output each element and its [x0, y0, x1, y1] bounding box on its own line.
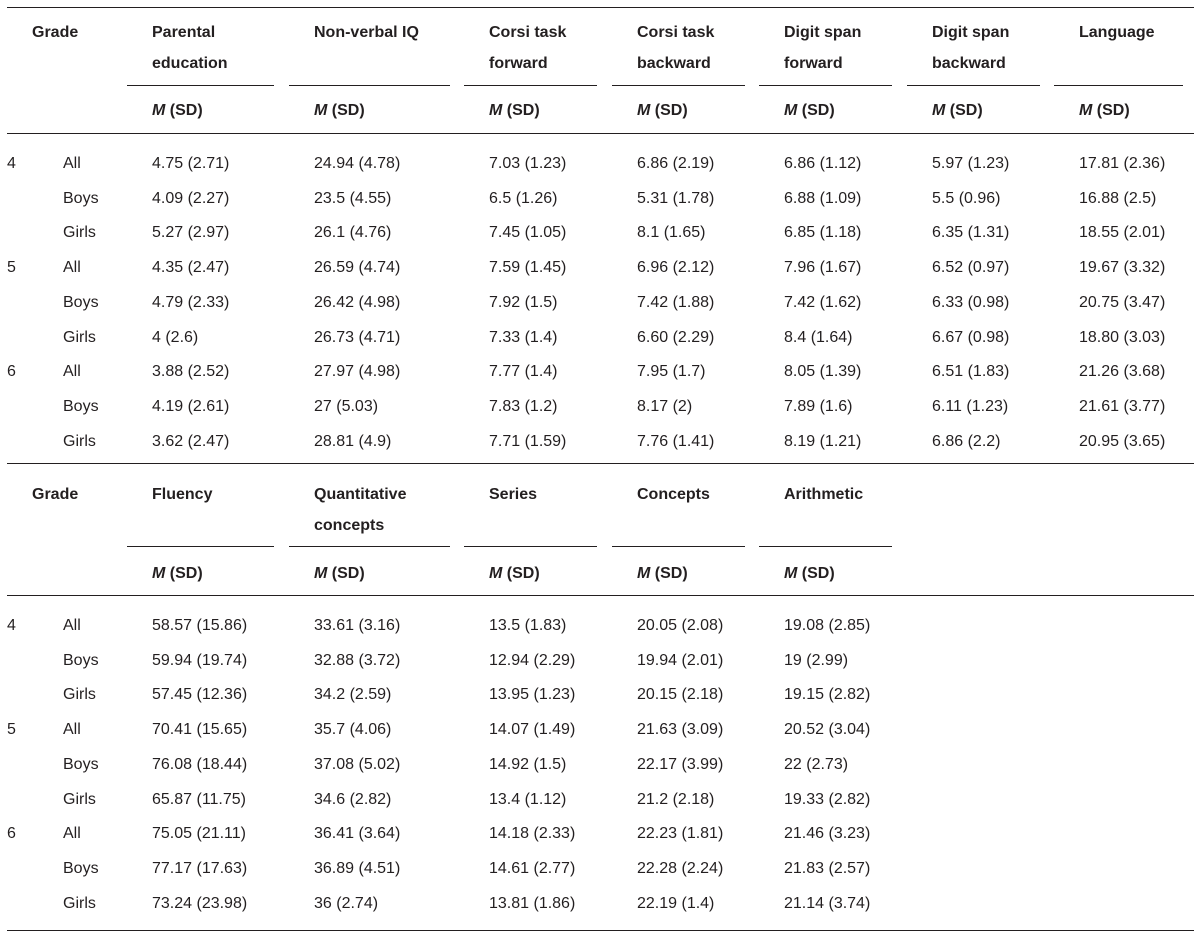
table-row	[0, 651, 1200, 686]
column-header-parental-education: Parental education	[152, 24, 228, 72]
value-cell: 14.61 (2.77)	[489, 859, 576, 877]
value-cell: 6.11 (1.23)	[932, 397, 1009, 415]
value-cell: 18.80 (3.03)	[1079, 328, 1166, 346]
header-underline	[759, 85, 892, 86]
value-cell: 20.15 (2.18)	[637, 686, 724, 704]
value-cell: 5.97 (1.23)	[932, 155, 1010, 172]
value-cell: 34.6 (2.82)	[314, 790, 392, 808]
value-cell: 7.42 (1.88)	[637, 293, 715, 311]
stat-label: M (SD)	[152, 102, 203, 119]
group-cell: All	[63, 363, 81, 381]
header-underline	[612, 546, 745, 547]
value-cell: 19.08 (2.85)	[784, 617, 871, 634]
value-cell: 18.55 (2.01)	[1079, 224, 1166, 242]
group-cell: All	[63, 259, 81, 277]
value-cell: 19.15 (2.82)	[784, 686, 871, 704]
value-cell: 8.1 (1.65)	[637, 224, 706, 242]
value-cell: 6.60 (2.29)	[637, 328, 715, 346]
value-cell: 22.23 (1.81)	[637, 825, 724, 843]
value-cell: 13.4 (1.12)	[489, 790, 567, 808]
value-cell: 8.19 (1.21)	[784, 432, 862, 450]
table-1-bottom-rule	[7, 463, 1194, 464]
group-cell: Girls	[63, 686, 96, 704]
stat-label: M (SD)	[489, 565, 540, 582]
table-row	[0, 258, 1200, 293]
table-row	[0, 397, 1200, 432]
group-cell: Girls	[63, 894, 96, 912]
table-1-top-rule	[7, 7, 1194, 8]
value-cell: 59.94 (19.74)	[152, 651, 248, 669]
value-cell: 6.96 (2.12)	[637, 259, 715, 277]
value-cell: 13.81 (1.86)	[489, 894, 576, 912]
group-cell: Girls	[63, 790, 96, 808]
value-cell: 5.5 (0.96)	[932, 189, 1001, 207]
table-row	[0, 154, 1200, 189]
value-cell: 7.42 (1.62)	[784, 293, 862, 311]
value-cell: 36 (2.74)	[314, 894, 379, 912]
value-cell: 5.27 (2.97)	[152, 224, 230, 242]
value-cell: 21.61 (3.77)	[1079, 397, 1166, 415]
value-cell: 19 (2.99)	[784, 651, 849, 669]
value-cell: 35.7 (4.06)	[314, 721, 392, 739]
value-cell: 6.35 (1.31)	[932, 224, 1010, 242]
value-cell: 73.24 (23.98)	[152, 894, 248, 912]
table-2-bottom-rule	[7, 930, 1194, 931]
column-header-series: Series	[489, 486, 538, 503]
grade-cell: 6	[7, 363, 16, 381]
value-cell: 76.08 (18.44)	[152, 755, 248, 773]
value-cell: 26.59 (4.74)	[314, 259, 401, 277]
value-cell: 6.51 (1.83)	[932, 363, 1010, 381]
value-cell: 6.33 (0.98)	[932, 293, 1010, 311]
value-cell: 21.2 (2.18)	[637, 790, 715, 808]
value-cell: 21.26 (3.68)	[1079, 363, 1166, 381]
column-header-arithmetic: Arithmetic	[784, 486, 864, 503]
table-row	[0, 685, 1200, 720]
group-cell: All	[63, 155, 81, 172]
value-cell: 20.52 (3.04)	[784, 721, 871, 739]
value-cell: 19.67 (3.32)	[1079, 259, 1166, 277]
group-cell: Boys	[63, 397, 99, 415]
value-cell: 23.5 (4.55)	[314, 189, 392, 207]
value-cell: 24.94 (4.78)	[314, 155, 401, 172]
column-header-language: Language	[1079, 24, 1155, 41]
header-underline	[1054, 85, 1183, 86]
table-row	[0, 432, 1200, 467]
header-underline	[127, 85, 274, 86]
group-cell: All	[63, 825, 81, 843]
value-cell: 20.75 (3.47)	[1079, 293, 1166, 311]
value-cell: 8.17 (2)	[637, 397, 693, 415]
group-cell: Boys	[63, 651, 99, 669]
table-row	[0, 293, 1200, 328]
value-cell: 28.81 (4.9)	[314, 432, 392, 450]
stat-label: M (SD)	[637, 102, 688, 119]
stat-label: M (SD)	[932, 102, 983, 119]
value-cell: 7.92 (1.5)	[489, 293, 558, 311]
value-cell: 8.05 (1.39)	[784, 363, 862, 381]
value-cell: 7.33 (1.4)	[489, 328, 558, 346]
group-cell: Boys	[63, 293, 99, 311]
value-cell: 34.2 (2.59)	[314, 686, 392, 704]
column-header-non-verbal-iq: Non-verbal IQ	[314, 24, 419, 41]
group-cell: Boys	[63, 859, 99, 877]
value-cell: 7.45 (1.05)	[489, 224, 567, 242]
value-cell: 57.45 (12.36)	[152, 686, 248, 704]
grade-cell: 4	[7, 617, 16, 634]
value-cell: 33.61 (3.16)	[314, 617, 401, 634]
group-cell: Girls	[63, 432, 96, 450]
value-cell: 6.85 (1.18)	[784, 224, 862, 242]
value-cell: 4 (2.6)	[152, 328, 199, 346]
value-cell: 7.95 (1.7)	[637, 363, 706, 381]
table-row	[0, 720, 1200, 755]
table-row	[0, 223, 1200, 258]
group-cell: Girls	[63, 224, 96, 242]
column-header-corsi-forward: Corsi task forward	[489, 24, 567, 72]
table-row	[0, 824, 1200, 859]
table-2-grade-header: Grade	[32, 486, 79, 503]
column-header-quantitative-concepts: Quantitative concepts	[314, 486, 407, 534]
header-underline	[464, 85, 597, 86]
value-cell: 7.77 (1.4)	[489, 363, 558, 381]
value-cell: 36.89 (4.51)	[314, 859, 401, 877]
value-cell: 7.83 (1.2)	[489, 397, 558, 415]
group-cell: Boys	[63, 755, 99, 773]
value-cell: 7.03 (1.23)	[489, 155, 567, 172]
value-cell: 37.08 (5.02)	[314, 755, 401, 773]
grade-cell: 5	[7, 259, 16, 277]
value-cell: 14.07 (1.49)	[489, 721, 576, 739]
value-cell: 70.41 (15.65)	[152, 721, 248, 739]
table-row	[0, 894, 1200, 929]
group-cell: All	[63, 721, 81, 739]
column-header-digit-span-backward: Digit span backward	[932, 24, 1010, 72]
value-cell: 14.92 (1.5)	[489, 755, 567, 773]
value-cell: 6.88 (1.09)	[784, 189, 862, 207]
value-cell: 26.73 (4.71)	[314, 328, 401, 346]
value-cell: 26.1 (4.76)	[314, 224, 392, 242]
stat-label: M (SD)	[152, 565, 203, 582]
value-cell: 27 (5.03)	[314, 397, 379, 415]
value-cell: 26.42 (4.98)	[314, 293, 401, 311]
stat-label: M (SD)	[489, 102, 540, 119]
value-cell: 65.87 (11.75)	[152, 790, 246, 808]
column-header-digit-span-forward: Digit span forward	[784, 24, 862, 72]
value-cell: 13.95 (1.23)	[489, 686, 576, 704]
value-cell: 5.31 (1.78)	[637, 189, 715, 207]
table-1-header-rule	[7, 133, 1194, 134]
value-cell: 21.14 (3.74)	[784, 894, 871, 912]
value-cell: 20.05 (2.08)	[637, 617, 724, 634]
column-header-concepts: Concepts	[637, 486, 710, 503]
table-row	[0, 859, 1200, 894]
value-cell: 21.83 (2.57)	[784, 859, 871, 877]
value-cell: 4.35 (2.47)	[152, 259, 230, 277]
value-cell: 7.71 (1.59)	[489, 432, 567, 450]
value-cell: 6.67 (0.98)	[932, 328, 1010, 346]
value-cell: 22 (2.73)	[784, 755, 849, 773]
grade-cell: 6	[7, 825, 16, 843]
value-cell: 14.18 (2.33)	[489, 825, 576, 843]
value-cell: 13.5 (1.83)	[489, 617, 567, 634]
value-cell: 77.17 (17.63)	[152, 859, 248, 877]
value-cell: 4.09 (2.27)	[152, 189, 230, 207]
header-underline	[464, 546, 597, 547]
value-cell: 4.19 (2.61)	[152, 397, 230, 415]
value-cell: 7.59 (1.45)	[489, 259, 567, 277]
value-cell: 22.19 (1.4)	[637, 894, 715, 912]
stat-label: M (SD)	[637, 565, 688, 582]
table-2-header-rule	[7, 595, 1194, 596]
value-cell: 7.96 (1.67)	[784, 259, 862, 277]
table-1-grade-header: Grade	[32, 24, 79, 41]
group-cell: Girls	[63, 328, 96, 346]
value-cell: 36.41 (3.64)	[314, 825, 401, 843]
value-cell: 17.81 (2.36)	[1079, 155, 1166, 172]
table-row	[0, 362, 1200, 397]
table-row	[0, 616, 1200, 651]
group-cell: Boys	[63, 189, 99, 207]
value-cell: 7.89 (1.6)	[784, 397, 853, 415]
value-cell: 7.76 (1.41)	[637, 432, 715, 450]
value-cell: 32.88 (3.72)	[314, 651, 401, 669]
table-row	[0, 189, 1200, 224]
header-underline	[289, 85, 450, 86]
value-cell: 75.05 (21.11)	[152, 825, 246, 843]
stat-label: M (SD)	[314, 102, 365, 119]
value-cell: 12.94 (2.29)	[489, 651, 576, 669]
table-row	[0, 755, 1200, 790]
value-cell: 6.5 (1.26)	[489, 189, 558, 207]
value-cell: 21.46 (3.23)	[784, 825, 871, 843]
value-cell: 6.86 (1.12)	[784, 155, 862, 172]
value-cell: 22.28 (2.24)	[637, 859, 724, 877]
header-underline	[907, 85, 1040, 86]
value-cell: 22.17 (3.99)	[637, 755, 724, 773]
value-cell: 4.79 (2.33)	[152, 293, 230, 311]
header-underline	[127, 546, 274, 547]
value-cell: 6.86 (2.19)	[637, 155, 715, 172]
stat-label: M (SD)	[784, 102, 835, 119]
stat-label: M (SD)	[1079, 102, 1130, 119]
value-cell: 20.95 (3.65)	[1079, 432, 1166, 450]
value-cell: 27.97 (4.98)	[314, 363, 401, 381]
value-cell: 6.86 (2.2)	[932, 432, 1001, 450]
group-cell: All	[63, 617, 81, 634]
value-cell: 19.94 (2.01)	[637, 651, 724, 669]
value-cell: 4.75 (2.71)	[152, 155, 230, 172]
grade-cell: 4	[7, 155, 16, 172]
header-underline	[759, 546, 892, 547]
value-cell: 3.62 (2.47)	[152, 432, 230, 450]
header-underline	[289, 546, 450, 547]
value-cell: 58.57 (15.86)	[152, 617, 248, 634]
header-underline	[612, 85, 745, 86]
value-cell: 16.88 (2.5)	[1079, 189, 1157, 207]
stat-label: M (SD)	[314, 565, 365, 582]
value-cell: 21.63 (3.09)	[637, 721, 724, 739]
value-cell: 19.33 (2.82)	[784, 790, 871, 808]
column-header-fluency: Fluency	[152, 486, 213, 503]
grade-cell: 5	[7, 721, 16, 739]
value-cell: 8.4 (1.64)	[784, 328, 853, 346]
table-row	[0, 328, 1200, 363]
table-row	[0, 790, 1200, 825]
column-header-corsi-backward: Corsi task backward	[637, 24, 715, 72]
value-cell: 6.52 (0.97)	[932, 259, 1010, 277]
value-cell: 3.88 (2.52)	[152, 363, 230, 381]
stat-label: M (SD)	[784, 565, 835, 582]
